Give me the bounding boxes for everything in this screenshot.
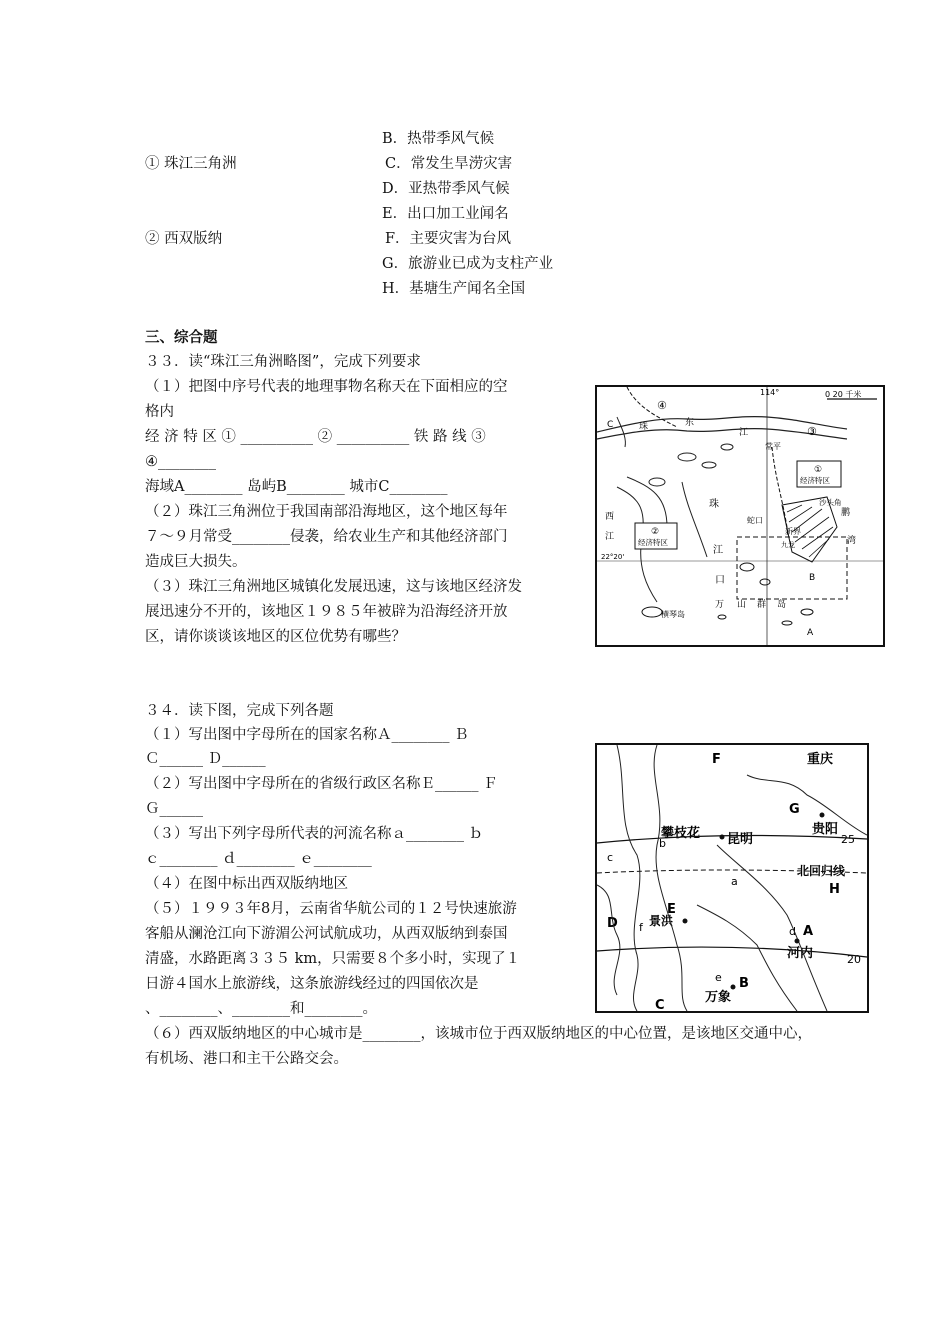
option-f: F．主要灾害为台风 bbox=[385, 231, 512, 247]
svg-text:C: C bbox=[607, 420, 614, 430]
southwest-china-map bbox=[595, 743, 869, 1013]
q34-line: ｃ________ ｄ________ ｅ________ bbox=[145, 851, 372, 867]
svg-text:经济特区: 经济特区 bbox=[800, 476, 830, 485]
svg-text:新界: 新界 bbox=[785, 527, 801, 536]
svg-text:万象: 万象 bbox=[705, 990, 732, 1005]
q33-line: （３）珠江三角洲地区城镇化发展迅速，这与该地区经济发 bbox=[145, 579, 522, 595]
svg-text:经济特区: 经济特区 bbox=[638, 538, 668, 547]
q34-line: 有机场、港口和主干公路交会。 bbox=[145, 1051, 348, 1067]
q34-line: 日游４国水上旅游线，这条旅游线经过的四国依次是 bbox=[145, 976, 479, 992]
q34-line: （５）１９９３年8月，云南省华航公司的１２号快速旅游 bbox=[145, 901, 517, 917]
option-c: C．常发生旱涝灾害 bbox=[385, 156, 513, 172]
option-e: E．出口加工业闻名 bbox=[382, 206, 509, 222]
svg-text:e: e bbox=[715, 971, 722, 984]
q34-line: （１）写出图中字母所在的国家名称Ａ________ Ｂ bbox=[145, 727, 469, 743]
q33-line: ④________ bbox=[145, 454, 216, 470]
svg-text:常平: 常平 bbox=[765, 442, 781, 451]
svg-text:江: 江 bbox=[713, 545, 723, 556]
pearl-river-delta-map-svg bbox=[597, 387, 883, 645]
svg-text:G: G bbox=[789, 802, 800, 817]
q34-line: Ｃ______ Ｄ______ bbox=[145, 751, 266, 767]
q33-line: 展迅速分不开的，该地区１９８５年被辟为沿海经济开放 bbox=[145, 604, 508, 620]
svg-text:东: 东 bbox=[685, 418, 695, 428]
svg-text:口: 口 bbox=[715, 575, 725, 586]
svg-text:岛: 岛 bbox=[777, 600, 787, 610]
q33-line: （２）珠江三角洲位于我国南部沿海地区，这个地区每年 bbox=[145, 504, 508, 520]
svg-text:0 20 千米: 0 20 千米 bbox=[825, 390, 862, 399]
svg-text:D: D bbox=[607, 916, 618, 931]
svg-text:群: 群 bbox=[757, 600, 767, 610]
svg-text:重庆: 重庆 bbox=[807, 752, 834, 767]
svg-text:珠: 珠 bbox=[709, 499, 719, 510]
svg-text:横琴岛: 横琴岛 bbox=[661, 610, 685, 619]
svg-text:②: ② bbox=[651, 527, 660, 537]
svg-text:22°20': 22°20' bbox=[601, 553, 625, 561]
svg-text:114°: 114° bbox=[760, 388, 780, 397]
option-b: B．热带季风气候 bbox=[382, 131, 495, 147]
svg-text:河内: 河内 bbox=[787, 946, 814, 961]
svg-text:a: a bbox=[731, 875, 738, 888]
match-item-1: ① 珠江三角洲 bbox=[145, 156, 237, 172]
svg-text:西: 西 bbox=[605, 512, 615, 522]
svg-text:d: d bbox=[789, 925, 796, 938]
svg-text:江: 江 bbox=[739, 428, 749, 438]
svg-text:鹏: 鹏 bbox=[841, 508, 851, 518]
q33-line: 格内 bbox=[145, 404, 174, 420]
svg-text:A: A bbox=[803, 924, 814, 939]
q34-line: 、________、________和________。 bbox=[145, 1001, 377, 1017]
svg-text:北回归线: 北回归线 bbox=[797, 864, 846, 878]
q33-line: 经 济 特 区 ① __________ ② __________ 铁 路 线 ③ bbox=[145, 429, 486, 445]
q33-line: 区，请你谈谈该地区的区位优势有哪些？ bbox=[145, 629, 406, 645]
svg-text:九龙: 九龙 bbox=[781, 541, 795, 549]
svg-text:蛇口: 蛇口 bbox=[747, 516, 763, 525]
q33-line: 海域A________ 岛屿B________ 城市C________ bbox=[145, 479, 448, 495]
option-h: H．基塘生产闻名全国 bbox=[382, 281, 526, 297]
svg-text:江: 江 bbox=[605, 532, 615, 542]
svg-text:③: ③ bbox=[807, 425, 817, 438]
pearl-river-delta-map bbox=[595, 385, 885, 647]
q33-line: （１）把图中序号代表的地理事物名称天在下面相应的空 bbox=[145, 379, 508, 395]
svg-text:E: E bbox=[667, 902, 676, 917]
option-d: D．亚热带季风气候 bbox=[382, 181, 510, 197]
q34-line: 客船从澜沧江向下游湄公河试航成功，从西双版纳到泰国 bbox=[145, 926, 508, 942]
q34-line: Ｇ______ bbox=[145, 801, 203, 817]
svg-text:f: f bbox=[639, 921, 643, 934]
svg-text:珠: 珠 bbox=[639, 422, 649, 432]
svg-text:④: ④ bbox=[657, 399, 667, 412]
svg-text:昆明: 昆明 bbox=[727, 832, 754, 847]
svg-text:①: ① bbox=[814, 465, 823, 475]
svg-text:沙头角: 沙头角 bbox=[819, 498, 842, 507]
svg-text:c: c bbox=[607, 851, 614, 864]
q34-line: 清盛，水路距离３３５ km，只需要８个多小时，实现了１ bbox=[145, 951, 521, 967]
svg-text:贵阳: 贵阳 bbox=[812, 822, 839, 837]
svg-text:B: B bbox=[809, 573, 816, 583]
section-title: 三、综合题 bbox=[145, 329, 218, 346]
q33-line: ７～９月常受________侵袭，给农业生产和其他经济部门 bbox=[145, 529, 508, 545]
svg-text:湾: 湾 bbox=[847, 536, 857, 546]
q34-line: （３）写出下列字母所代表的河流名称ａ________ ｂ bbox=[145, 826, 484, 842]
svg-text:B: B bbox=[739, 976, 749, 991]
q33-title: ３３．读“珠江三角洲略图”，完成下列要求 bbox=[145, 354, 421, 370]
svg-text:b: b bbox=[659, 837, 666, 850]
svg-text:攀枝花: 攀枝花 bbox=[661, 826, 701, 841]
option-g: G．旅游业已成为支柱产业 bbox=[382, 256, 554, 272]
q34-line: （４）在图中标出西双版纳地区 bbox=[145, 876, 348, 892]
q34-line: （６）西双版纳地区的中心城市是________，该城市位于西双版纳地区的中心位置，是该地区交通中心， bbox=[145, 1026, 812, 1042]
svg-text:F: F bbox=[712, 752, 721, 767]
q33-line: 造成巨大损失。 bbox=[145, 554, 247, 570]
match-item-2: ② 西双版纳 bbox=[145, 231, 223, 247]
svg-text:万: 万 bbox=[715, 600, 725, 610]
svg-text:山: 山 bbox=[737, 600, 747, 610]
svg-text:A: A bbox=[807, 628, 814, 638]
svg-text:20: 20 bbox=[847, 953, 861, 966]
q34-title: ３４．读下图，完成下列各题 bbox=[145, 703, 334, 719]
southwest-china-map-svg bbox=[597, 745, 867, 1011]
q34-line: （２）写出图中字母所在的省级行政区名称Ｅ______ Ｆ bbox=[145, 776, 498, 792]
svg-text:景洪: 景洪 bbox=[649, 914, 674, 928]
svg-text:H: H bbox=[829, 882, 840, 897]
svg-text:25: 25 bbox=[841, 833, 855, 846]
svg-text:C: C bbox=[655, 998, 665, 1011]
